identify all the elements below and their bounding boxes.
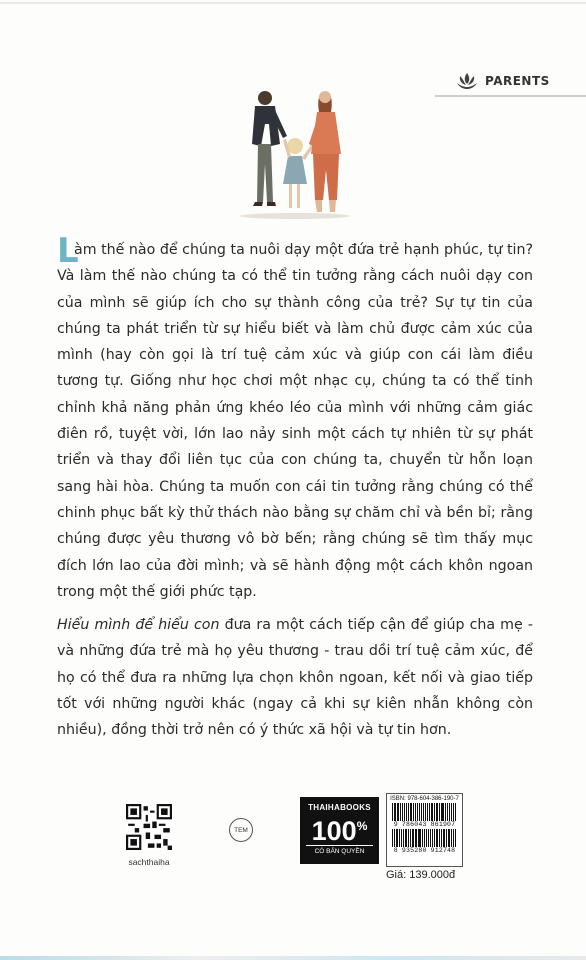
barcode-bar — [446, 829, 448, 847]
barcode-2 — [392, 829, 457, 847]
barcode-bar — [410, 829, 412, 847]
barcode-bar — [408, 803, 409, 821]
barcode-bar — [413, 803, 414, 821]
isbn-text: ISBN: 978-604-386-190-7 — [390, 796, 459, 802]
barcode-bar — [453, 803, 454, 821]
barcode-bar — [439, 803, 440, 821]
barcode-bar — [417, 803, 418, 821]
barcode-bar — [397, 829, 398, 847]
barcode-bar — [441, 829, 442, 847]
barcode-1 — [392, 803, 457, 821]
barcode-bar — [421, 803, 422, 821]
barcode-bar — [402, 803, 403, 821]
barcode-bar — [451, 803, 452, 821]
barcode-bar — [449, 803, 450, 821]
qr-code-block — [122, 804, 176, 867]
barcode-bar — [447, 803, 448, 821]
barcode-bar — [405, 829, 407, 847]
barcode-bar — [394, 803, 396, 821]
barcode-bar — [408, 829, 409, 847]
paragraph-2-text: đưa ra một cách tiếp cận để giúp cha mẹ - và những đứa trẻ mà họ yêu thương - trau dồi trí tuệ cảm xúc, để họ có thể đưa ra những lựa chọn khôn ngoan, kết nối và giao tiếp tốt với những người khác (ngay cả khi sự kiên nhẫn không còn nhiều), đồng thời trở nên có ý thức xã hội và tự tin hơn. — [57, 617, 533, 739]
barcode-bar — [455, 829, 456, 847]
barcode-bar — [427, 803, 428, 821]
paragraph-1 — [57, 231, 533, 605]
barcode-number-1: 9 786043 861907 — [393, 821, 456, 828]
barcode-bar — [415, 803, 416, 821]
barcode-bar — [455, 803, 456, 821]
barcode-bar — [412, 829, 414, 847]
barcode-bar — [434, 803, 435, 821]
tem-seal: TEM — [229, 818, 253, 842]
barcode-bar — [396, 829, 397, 847]
qr-label: sachthaiha — [128, 857, 170, 867]
barcode-bar — [442, 803, 444, 821]
barcode-bar — [436, 803, 438, 821]
barcode-bar — [443, 829, 445, 847]
barcode-bar — [441, 803, 442, 821]
price-label: Giá: 139.000đ — [386, 869, 456, 881]
barcode-bar — [406, 803, 407, 821]
stamp-percent: 100% — [311, 816, 368, 846]
family-illustration — [225, 84, 365, 229]
barcode-bar — [439, 829, 441, 847]
barcode-bar — [419, 803, 420, 821]
barcode-bar — [415, 829, 417, 847]
lotus-hands-icon — [455, 71, 479, 91]
barcode-bar — [432, 829, 434, 847]
barcode-bar — [434, 829, 435, 847]
barcode-bar — [392, 803, 393, 821]
stamp-publisher: THAIHABOOKS — [308, 803, 371, 812]
description-text — [57, 231, 533, 744]
barcode-bar — [400, 803, 401, 821]
brand-underline — [435, 95, 586, 97]
paragraph-1-text: àm thế nào để chúng ta nuôi dạy một đứa trẻ hạnh phúc, tự tin? Và làm thế nào chúng ta có thể tin tưởng rằng cách nuôi dạy con của mình sẽ giúp ích cho sự thành công của trẻ? Sự tự tin của chúng ta phát triển từ sự hiểu biết và làm chủ được cảm xúc của mình (hay còn gọi là trí tuệ cảm xúc và giúp con cái làm điều tương tự. Giống như học chơi một nhạc cụ, chúng ta có thể tinh chỉnh khả năng phản ứng khéo léo của mình với những cảm giác điên rồ, tuyệt vời, lớn lao nảy sinh một cách tự nhiên từ sự phát triển và thay đổi liên tục của con chúng ta, chuyển từ hỗn loạn sang hài hòa. Chúng ta muốn con cái tin tưởng rằng chúng có thể chinh phục bất kỳ thử thách nào bằng sự chăm chỉ và bền bỉ; rằng chúng được yêu thương vô bờ bến; rằng chúng sẽ tìm thấy mục đích lớn lao của đời mình; và sẽ hành động một cách khôn ngoan trong một thế giới phức tạp. — [57, 242, 533, 600]
barcode-bar — [431, 803, 433, 821]
book-title-italic: Hiểu mình để hiểu con — [57, 617, 220, 634]
brand-name: PARENTS — [485, 74, 550, 88]
barcode-bar — [451, 829, 452, 847]
barcode-bar — [401, 829, 402, 847]
barcode-bar — [426, 829, 428, 847]
barcode-bar — [424, 829, 425, 847]
barcode-panel — [386, 793, 463, 867]
barcode-bar — [428, 829, 429, 847]
stamp-caption: CÓ BẢN QUYỀN — [306, 845, 373, 855]
barcode-bar — [436, 829, 438, 847]
barcode-bar — [403, 829, 405, 847]
barcode-bar — [404, 803, 406, 821]
drop-cap: L — [57, 231, 79, 271]
barcode-bar — [448, 829, 450, 847]
barcode-bar — [410, 803, 412, 821]
barcode-bar — [430, 829, 431, 847]
barcode-bar — [425, 803, 426, 821]
barcode-bar — [429, 803, 430, 821]
qr-code-icon — [126, 804, 172, 850]
barcode-number-2: 8 935280 912748 — [393, 847, 456, 854]
publisher-brand — [455, 70, 550, 92]
copyright-stamp — [300, 797, 379, 864]
barcode-bar — [419, 829, 421, 847]
paragraph-2 — [57, 612, 533, 743]
barcode-bar — [418, 829, 419, 847]
barcode-bar — [445, 803, 446, 821]
barcode-bar — [397, 803, 399, 821]
barcode-bar — [394, 829, 395, 847]
barcode-bar — [399, 829, 400, 847]
barcode-bar — [422, 829, 423, 847]
barcode-bar — [453, 829, 455, 847]
top-divider — [0, 2, 586, 4]
barcode-bar — [392, 829, 393, 847]
barcode-bar — [423, 803, 424, 821]
bottom-stripe — [0, 956, 586, 960]
